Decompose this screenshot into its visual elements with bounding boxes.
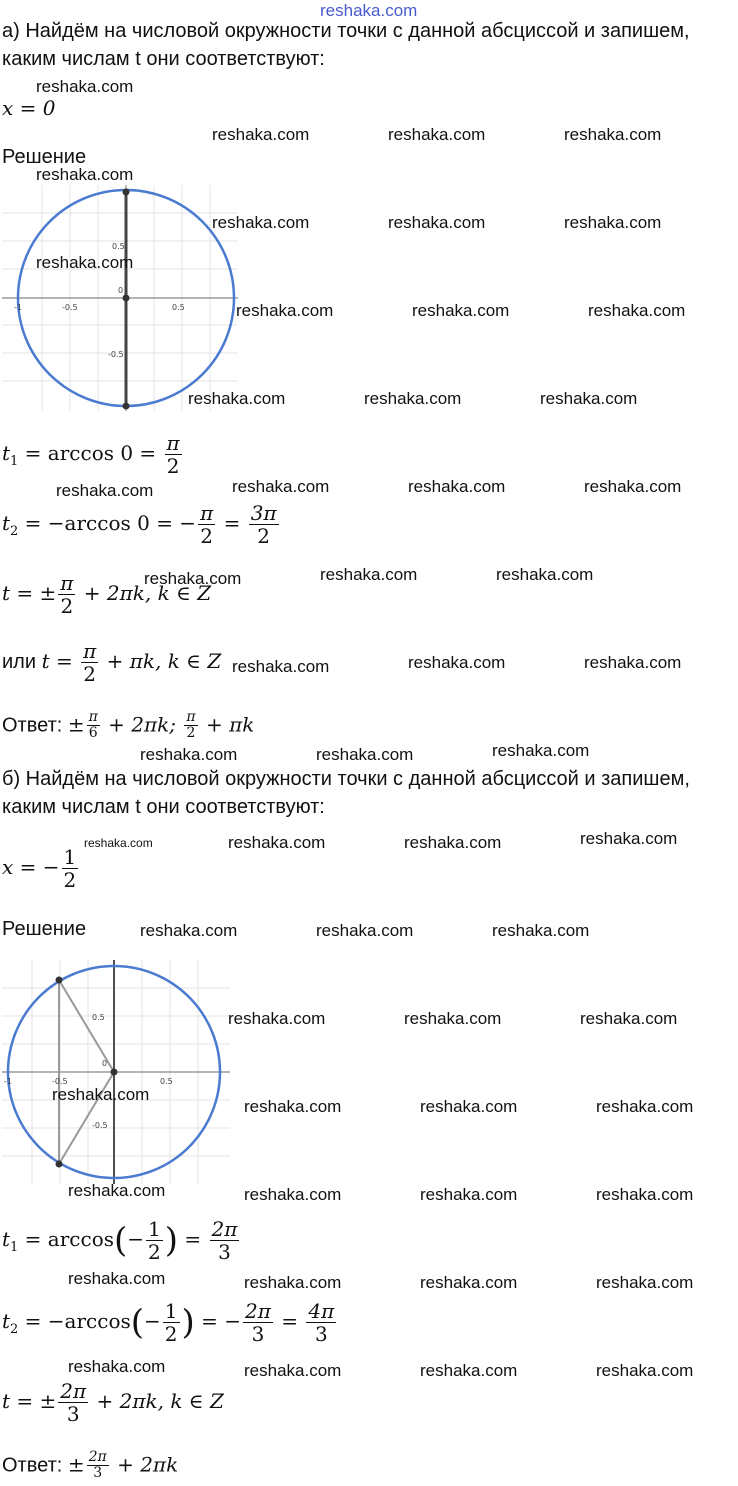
tick-label: 0.5: [112, 242, 125, 251]
watermark: reshaka.com: [404, 1009, 502, 1028]
watermark: reshaka.com: [420, 1097, 518, 1116]
watermark: reshaka.com: [364, 389, 462, 408]
point-upper-left: [56, 977, 63, 984]
watermark: reshaka.com: [420, 1185, 518, 1204]
part-a-general: t = ± $\frac{\pi}{2}$ + 2πk, k ∈ Z: [2, 571, 212, 618]
watermark: reshaka.com: [68, 1357, 166, 1376]
watermark: reshaka.com: [140, 921, 238, 940]
part-a-answer: Ответ: ± $\frac{\pi}{6}$ + 2πk; $\frac{\pi}{2}$ + πk: [2, 709, 255, 742]
watermark: reshaka.com: [244, 1273, 342, 1292]
watermark: reshaka.com: [412, 301, 510, 320]
watermark: reshaka.com: [492, 741, 590, 760]
tick-label: 0: [118, 286, 124, 295]
watermark: reshaka.com: [388, 125, 486, 144]
watermark: reshaka.com: [212, 125, 310, 144]
watermark: reshaka.com: [244, 1361, 342, 1380]
watermark: reshaka.com: [388, 213, 486, 232]
tick-label: -1: [14, 303, 22, 312]
watermark: reshaka.com: [232, 477, 330, 496]
part-b-t1: $t_1 = \arccos(-$ $\frac{1}{2}$ ) = $\frac{2\pi}{3}$: [2, 1217, 238, 1264]
watermark: reshaka.com: [244, 1185, 342, 1204]
point-origin: [123, 295, 130, 302]
part-b-heading-line2: каким числам t они соответствуют:: [2, 796, 325, 818]
tick-label: 0.5: [160, 1077, 173, 1086]
part-a-or: или t = $\frac{\pi}{2}$ + πk, k ∈ Z: [2, 639, 222, 686]
watermark: reshaka.com: [420, 1361, 518, 1380]
part-a-given: x = 0: [2, 96, 56, 120]
part-a-heading-line2: каким числам t они соответствуют:: [2, 48, 325, 70]
watermark: reshaka.com: [540, 389, 638, 408]
watermark: reshaka.com: [140, 745, 238, 764]
unit-circle-b: [2, 960, 230, 1184]
watermark: reshaka.com: [212, 213, 310, 232]
part-b-t2: $t_2 = -\arccos(-$ $\frac{1}{2}$ ) = − $\frac{2\pi}{3}$ = $\frac{4\pi}{3}$: [2, 1299, 335, 1346]
watermark: reshaka.com: [188, 389, 286, 408]
watermark: reshaka.com: [236, 301, 334, 320]
point-bottom: [123, 403, 130, 410]
watermark: reshaka.com: [496, 565, 594, 584]
watermark: reshaka.com: [492, 921, 590, 940]
unit-circle-a: [2, 185, 238, 411]
watermark: reshaka.com: [144, 569, 242, 588]
watermark: reshaka.com: [564, 125, 662, 144]
watermark: reshaka.com: [68, 1269, 166, 1288]
tick-label: -0.5: [52, 1077, 68, 1086]
watermark: reshaka.com: [408, 653, 506, 672]
part-b-general: t = ± $\frac{2\pi}{3}$ + 2πk, k ∈ Z: [2, 1379, 224, 1426]
watermark: reshaka.com: [580, 1009, 678, 1028]
tick-label: -0.5: [108, 350, 124, 359]
point-lower-left: [56, 1161, 63, 1168]
part-a-t1: $t_1 = \arccos 0$ = $\frac{\pi}{2}$: [2, 431, 180, 478]
tick-label: -0.5: [62, 303, 78, 312]
watermark: reshaka.com: [596, 1273, 694, 1292]
watermark: reshaka.com: [68, 1181, 166, 1200]
part-b-answer: Ответ: ± $\frac{2\pi}{3}$ + 2πk: [2, 1449, 179, 1482]
watermark: reshaka.com: [588, 301, 686, 320]
site-logo[interactable]: reshaka.com: [320, 1, 418, 20]
watermark: reshaka.com: [584, 653, 682, 672]
watermark: reshaka.com: [564, 213, 662, 232]
tick-label: 0: [102, 1059, 108, 1068]
watermark: reshaka.com: [84, 836, 153, 850]
watermark: reshaka.com: [596, 1361, 694, 1380]
watermark: reshaka.com: [596, 1097, 694, 1116]
part-a-t2: $t_2 = -\arccos$ 0 = − $\frac{\pi}{2}$ = $\frac{3\pi}{2}$: [2, 501, 277, 548]
watermark: reshaka.com: [584, 477, 682, 496]
watermark: reshaka.com: [320, 565, 418, 584]
watermark: reshaka.com: [316, 921, 414, 940]
part-b-solution-label: Решение: [2, 918, 87, 940]
watermark: reshaka.com: [244, 1097, 342, 1116]
tick-label: -1: [4, 1077, 12, 1086]
tick-label: 0.5: [92, 1013, 105, 1022]
watermark: reshaka.com: [420, 1273, 518, 1292]
watermark: reshaka.com: [36, 165, 134, 184]
watermark: reshaka.com: [232, 657, 330, 676]
part-b-given: x = − $\frac{1}{2}$: [2, 845, 77, 892]
part-a-solution-label: Решение: [2, 146, 87, 168]
watermark: reshaka.com: [316, 745, 414, 764]
part-b-heading-line1: б) Найдём на числовой окружности точки с данной абсциссой и запишем,: [2, 768, 690, 790]
watermark: reshaka.com: [408, 477, 506, 496]
watermark: reshaka.com: [228, 833, 326, 852]
watermark: reshaka.com: [56, 481, 154, 500]
watermark: reshaka.com: [36, 77, 134, 96]
watermark: reshaka.com: [36, 253, 134, 272]
watermark: reshaka.com: [404, 833, 502, 852]
part-a-heading-line1: а) Найдём на числовой окружности точки с данной абсциссой и запишем,: [2, 20, 690, 42]
watermark: reshaka.com: [52, 1085, 150, 1104]
watermark: reshaka.com: [228, 1009, 326, 1028]
point-top: [123, 189, 130, 196]
watermark: reshaka.com: [580, 829, 678, 848]
watermark: reshaka.com: [596, 1185, 694, 1204]
point-origin: [111, 1069, 118, 1076]
tick-label: -0.5: [92, 1121, 108, 1130]
tick-label: 0.5: [172, 303, 185, 312]
